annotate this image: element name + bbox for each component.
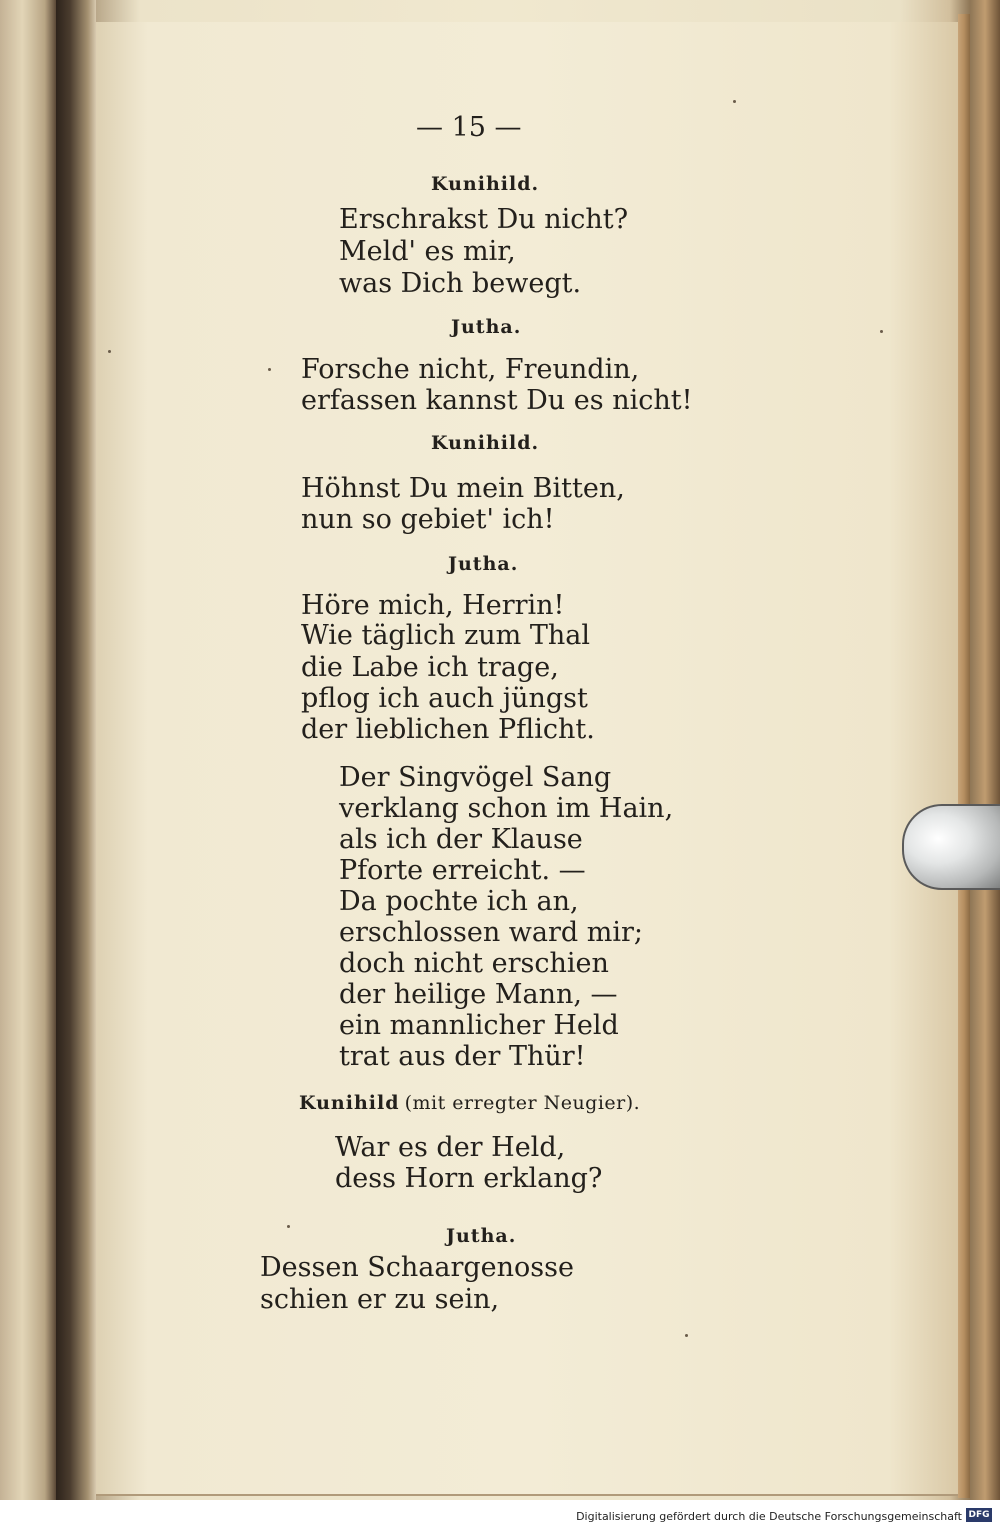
verse-line: dess Horn erklang? xyxy=(335,1163,603,1194)
stage-direction: (mit erregter Neugier). xyxy=(404,1092,641,1114)
speaker-name: Jutha. xyxy=(448,553,519,575)
verse-line: Höhnst Du mein Bitten, xyxy=(301,473,625,504)
verse-line: als ich der Klause xyxy=(339,824,583,855)
verse-line: Meld' es mir, xyxy=(339,236,516,267)
page-block-edge xyxy=(958,14,970,1498)
verse-line: der heilige Mann, — xyxy=(339,979,618,1010)
verse-line: ein mannlicher Held xyxy=(339,1010,619,1041)
verse-line: erschlossen ward mir; xyxy=(339,917,644,948)
paper-speck xyxy=(268,368,271,371)
page-number: — 15 — xyxy=(416,112,522,143)
verse-line: pflog ich auch jüngst xyxy=(301,683,588,714)
verse-line: doch nicht erschien xyxy=(339,948,609,979)
left-page-edge xyxy=(0,0,56,1500)
verse-line: nun so gebiet' ich! xyxy=(301,504,555,535)
speaker-name: Kunihild xyxy=(299,1092,400,1114)
verse-line: Wie täglich zum Thal xyxy=(301,620,590,651)
verse-line: was Dich bewegt. xyxy=(339,268,582,299)
speaker-line xyxy=(299,1094,640,1113)
speaker-name: Jutha. xyxy=(446,1225,517,1247)
verse-line: Höre mich, Herrin! xyxy=(301,590,565,621)
verse-line: Pforte erreicht. — xyxy=(339,855,586,886)
dfg-logo: DFG xyxy=(966,1508,992,1522)
verse-line: erfassen kannst Du es nicht! xyxy=(301,385,693,416)
verse-line: verklang schon im Hain, xyxy=(339,793,674,824)
paper-speck xyxy=(733,100,736,103)
page-clip xyxy=(902,804,1000,890)
speaker-name: Kunihild. xyxy=(431,432,540,454)
verse-line: schien er zu sein, xyxy=(260,1284,500,1315)
verse-line: die Labe ich trage, xyxy=(301,652,559,683)
paper-speck xyxy=(287,1225,290,1228)
verse-line: der lieblichen Pflicht. xyxy=(301,714,595,745)
verse-line: Da pochte ich an, xyxy=(339,886,579,917)
speaker-name: Kunihild. xyxy=(431,173,540,195)
paper-speck xyxy=(685,1334,688,1337)
verse-line: trat aus der Thür! xyxy=(339,1041,586,1072)
verse-line: Dessen Schaargenosse xyxy=(260,1252,574,1283)
paper-speck xyxy=(108,350,111,353)
verse-line: Der Singvögel Sang xyxy=(339,762,612,793)
verse-line: Forsche nicht, Freundin, xyxy=(301,354,640,385)
paper-speck xyxy=(880,330,883,333)
funding-credit: Digitalisierung gefördert durch die Deutsche Forschungsgemeinschaft xyxy=(576,1510,962,1523)
speaker-name: Jutha. xyxy=(451,316,522,338)
verse-line: Erschrakst Du nicht? xyxy=(339,204,629,235)
book-gutter xyxy=(56,0,96,1500)
verse-line: War es der Held, xyxy=(335,1132,566,1163)
